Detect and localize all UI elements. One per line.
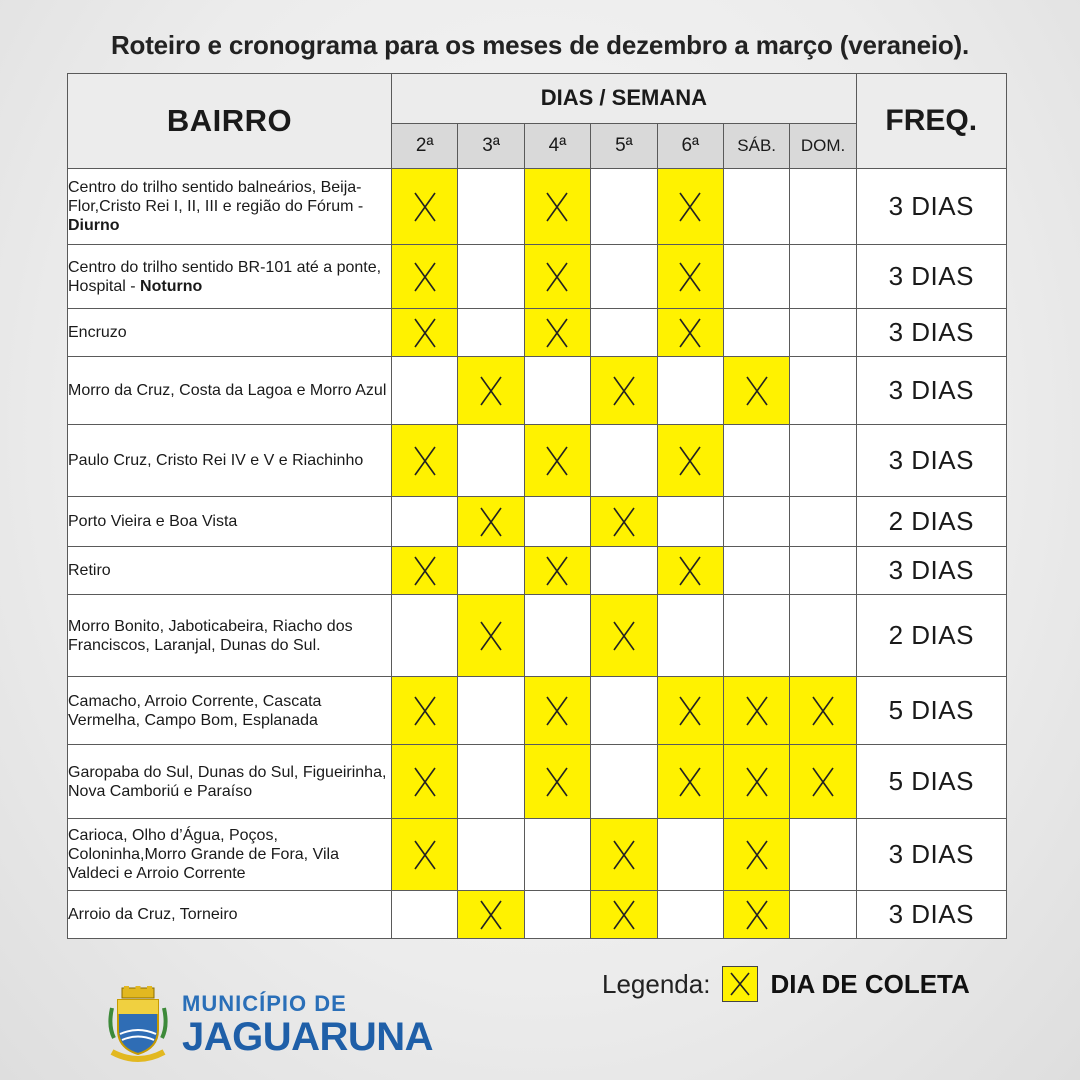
- x-mark-icon: [810, 694, 836, 728]
- day-cell: [723, 819, 789, 891]
- day-cell: [790, 547, 856, 595]
- x-mark-icon: [412, 316, 438, 350]
- x-mark-icon: [744, 374, 770, 408]
- day-cell: [723, 309, 789, 357]
- bairro-name-text: Paulo Cruz, Cristo Rei IV e V e Riachinho: [68, 452, 364, 469]
- day-cell: [657, 169, 723, 245]
- day-cell: [591, 357, 657, 425]
- x-mark-icon: [611, 374, 637, 408]
- x-mark-icon: [729, 971, 751, 997]
- x-mark-icon: [677, 694, 703, 728]
- day-cell: [657, 677, 723, 745]
- day-cell: [392, 309, 458, 357]
- bairro-name: [68, 497, 392, 547]
- x-mark-icon: [611, 619, 637, 653]
- frequency-value: 5 DIAS: [856, 745, 1006, 819]
- table-row: [68, 497, 1007, 547]
- dias-semana-header: DIAS / SEMANA: [392, 74, 857, 124]
- day-cell: [591, 745, 657, 819]
- frequency-value: 5 DIAS: [856, 677, 1006, 745]
- frequency-value: 3 DIAS: [856, 819, 1006, 891]
- day-header: 4ª: [524, 123, 590, 168]
- day-cell: [392, 891, 458, 939]
- brand-line-1: MUNICÍPIO DE: [182, 991, 347, 1016]
- x-mark-icon: [677, 554, 703, 588]
- x-mark-icon: [412, 838, 438, 872]
- day-cell: [458, 497, 524, 547]
- coat-of-arms-icon: [106, 986, 170, 1064]
- table-row: [68, 891, 1007, 939]
- bairro-name: [68, 425, 392, 497]
- bairro-name: [68, 309, 392, 357]
- x-mark-icon: [611, 505, 637, 539]
- x-mark-icon: [744, 694, 770, 728]
- bairro-name: [68, 595, 392, 677]
- day-cell: [657, 745, 723, 819]
- table-row: [68, 745, 1007, 819]
- day-cell: [790, 357, 856, 425]
- day-cell: [591, 309, 657, 357]
- table-row: [68, 425, 1007, 497]
- x-mark-icon: [412, 765, 438, 799]
- legend-swatch: [722, 966, 758, 1002]
- day-cell: [657, 309, 723, 357]
- day-cell: [591, 819, 657, 891]
- page-title: Roteiro e cronograma para os meses de dezembro a março (veraneio).: [110, 30, 970, 60]
- day-cell: [458, 745, 524, 819]
- x-mark-icon: [677, 260, 703, 294]
- day-cell: [591, 245, 657, 309]
- schedule-rows: [68, 169, 1007, 939]
- x-mark-icon: [478, 898, 504, 932]
- bairro-name-text: Encruzo: [68, 324, 127, 341]
- legend-label: Legenda:: [602, 968, 711, 999]
- day-cell: [458, 309, 524, 357]
- bairro-name: [68, 547, 392, 595]
- day-cell: [790, 309, 856, 357]
- day-cell: [524, 819, 590, 891]
- day-cell: [458, 245, 524, 309]
- day-cell: [458, 425, 524, 497]
- day-cell: [790, 425, 856, 497]
- municipality-logo: [106, 986, 433, 1064]
- day-cell: [723, 425, 789, 497]
- day-header: SÁB.: [723, 123, 789, 168]
- day-cell: [392, 357, 458, 425]
- x-mark-icon: [744, 898, 770, 932]
- day-header: 3ª: [458, 123, 524, 168]
- x-mark-icon: [744, 838, 770, 872]
- day-cell: [657, 357, 723, 425]
- day-cell: [657, 891, 723, 939]
- day-cell: [657, 595, 723, 677]
- day-cell: [392, 425, 458, 497]
- frequency-value: 3 DIAS: [856, 425, 1006, 497]
- day-cell: [392, 677, 458, 745]
- day-header: 5ª: [591, 123, 657, 168]
- bairro-name-text: Porto Vieira e Boa Vista: [68, 513, 238, 530]
- day-header: 6ª: [657, 123, 723, 168]
- frequency-value: 3 DIAS: [856, 245, 1006, 309]
- day-cell: [790, 891, 856, 939]
- day-cell: [657, 245, 723, 309]
- bairro-name: [68, 357, 392, 425]
- day-cell: [392, 745, 458, 819]
- day-cell: [524, 891, 590, 939]
- day-cell: [657, 497, 723, 547]
- day-cell: [591, 169, 657, 245]
- day-cell: [723, 357, 789, 425]
- day-cell: [458, 819, 524, 891]
- bairro-shift: Noturno: [140, 277, 203, 295]
- bairro-shift: Diurno: [68, 217, 120, 234]
- frequency-value: 3 DIAS: [856, 309, 1006, 357]
- day-cell: [392, 497, 458, 547]
- x-mark-icon: [478, 374, 504, 408]
- legend-text: DIA DE COLETA: [770, 968, 970, 999]
- day-cell: [524, 425, 590, 497]
- day-cell: [524, 595, 590, 677]
- frequency-value: 2 DIAS: [856, 595, 1006, 677]
- day-cell: [790, 745, 856, 819]
- x-mark-icon: [412, 190, 438, 224]
- bairro-name-text: Carioca, Olho d’Água, Poços, Coloninha,Morro Grande de Fora, Vila Valdeci e Arroio Corrente: [68, 827, 339, 882]
- bairro-name: [68, 745, 392, 819]
- x-mark-icon: [544, 444, 570, 478]
- day-header: 2ª: [392, 123, 458, 168]
- day-cell: [591, 497, 657, 547]
- day-cell: [723, 595, 789, 677]
- table-row: [68, 547, 1007, 595]
- table-row: [68, 595, 1007, 677]
- x-mark-icon: [544, 765, 570, 799]
- day-cell: [790, 169, 856, 245]
- day-cell: [723, 169, 789, 245]
- day-cell: [458, 595, 524, 677]
- day-cell: [392, 595, 458, 677]
- x-mark-icon: [544, 694, 570, 728]
- x-mark-icon: [544, 554, 570, 588]
- x-mark-icon: [478, 619, 504, 653]
- table-row: [68, 309, 1007, 357]
- day-cell: [591, 677, 657, 745]
- x-mark-icon: [611, 898, 637, 932]
- bairro-name: [68, 245, 392, 309]
- day-cell: [591, 595, 657, 677]
- day-cell: [790, 595, 856, 677]
- table-row: [68, 357, 1007, 425]
- day-cell: [790, 497, 856, 547]
- day-cell: [524, 245, 590, 309]
- table-row: [68, 819, 1007, 891]
- frequency-value: 3 DIAS: [856, 357, 1006, 425]
- day-cell: [458, 547, 524, 595]
- x-mark-icon: [677, 765, 703, 799]
- frequency-value: 3 DIAS: [856, 547, 1006, 595]
- day-cell: [458, 169, 524, 245]
- day-cell: [524, 677, 590, 745]
- schedule-table: [67, 73, 1007, 939]
- bairro-header: BAIRRO: [68, 74, 392, 169]
- day-header: DOM.: [790, 123, 856, 168]
- bairro-name-text: Retiro: [68, 562, 111, 579]
- x-mark-icon: [544, 316, 570, 350]
- day-cell: [524, 357, 590, 425]
- bairro-name-text: Camacho, Arroio Corrente, Cascata Vermelha, Campo Bom, Esplanada: [68, 692, 322, 729]
- frequency-value: 3 DIAS: [856, 169, 1006, 245]
- day-cell: [458, 891, 524, 939]
- day-cell: [657, 425, 723, 497]
- x-mark-icon: [544, 260, 570, 294]
- x-mark-icon: [412, 694, 438, 728]
- bairro-name: [68, 169, 392, 245]
- bairro-name-text: Morro da Cruz, Costa da Lagoa e Morro Azul: [68, 382, 387, 399]
- bairro-name-text: Centro do trilho sentido BR-101 até a ponte, Hospital -: [68, 258, 382, 295]
- x-mark-icon: [744, 765, 770, 799]
- day-cell: [723, 547, 789, 595]
- bairro-name-text: Centro do trilho sentido balneários, Beija-Flor,Cristo Rei I, II, III e região do Fórum -: [68, 179, 364, 215]
- day-cell: [723, 245, 789, 309]
- x-mark-icon: [677, 444, 703, 478]
- bairro-name: [68, 819, 392, 891]
- bairro-name-text: Garopaba do Sul, Dunas do Sul, Figueirinha, Nova Camboriú e Paraíso: [68, 763, 387, 800]
- day-cell: [392, 245, 458, 309]
- x-mark-icon: [810, 765, 836, 799]
- bairro-name-text: Arroio da Cruz, Torneiro: [68, 906, 238, 923]
- table-row: [68, 677, 1007, 745]
- day-cell: [657, 547, 723, 595]
- day-cell: [591, 547, 657, 595]
- table-row: [68, 245, 1007, 309]
- x-mark-icon: [412, 554, 438, 588]
- day-cell: [392, 819, 458, 891]
- day-cell: [790, 677, 856, 745]
- x-mark-icon: [611, 838, 637, 872]
- day-cell: [591, 425, 657, 497]
- day-cell: [524, 309, 590, 357]
- day-cell: [458, 677, 524, 745]
- x-mark-icon: [677, 316, 703, 350]
- day-cell: [657, 819, 723, 891]
- legend: [602, 966, 970, 1002]
- bairro-name: [68, 677, 392, 745]
- day-cell: [524, 547, 590, 595]
- day-cell: [591, 891, 657, 939]
- freq-header: FREQ.: [856, 74, 1006, 169]
- x-mark-icon: [412, 260, 438, 294]
- bairro-name: [68, 891, 392, 939]
- day-cell: [524, 745, 590, 819]
- x-mark-icon: [478, 505, 504, 539]
- day-cell: [524, 169, 590, 245]
- bairro-name-text: Morro Bonito, Jaboticabeira, Riacho dos Franciscos, Laranjal, Dunas do Sul.: [68, 617, 353, 654]
- day-cell: [723, 891, 789, 939]
- frequency-value: 3 DIAS: [856, 891, 1006, 939]
- day-cell: [723, 677, 789, 745]
- table-row: [68, 169, 1007, 245]
- day-cell: [392, 547, 458, 595]
- x-mark-icon: [412, 444, 438, 478]
- day-cell: [392, 169, 458, 245]
- day-cell: [458, 357, 524, 425]
- day-cell: [723, 745, 789, 819]
- brand-line-2: JAGUARUNA: [182, 1015, 434, 1059]
- x-mark-icon: [544, 190, 570, 224]
- x-mark-icon: [677, 190, 703, 224]
- day-cell: [790, 819, 856, 891]
- day-cell: [723, 497, 789, 547]
- day-cell: [524, 497, 590, 547]
- day-cell: [790, 245, 856, 309]
- frequency-value: 2 DIAS: [856, 497, 1006, 547]
